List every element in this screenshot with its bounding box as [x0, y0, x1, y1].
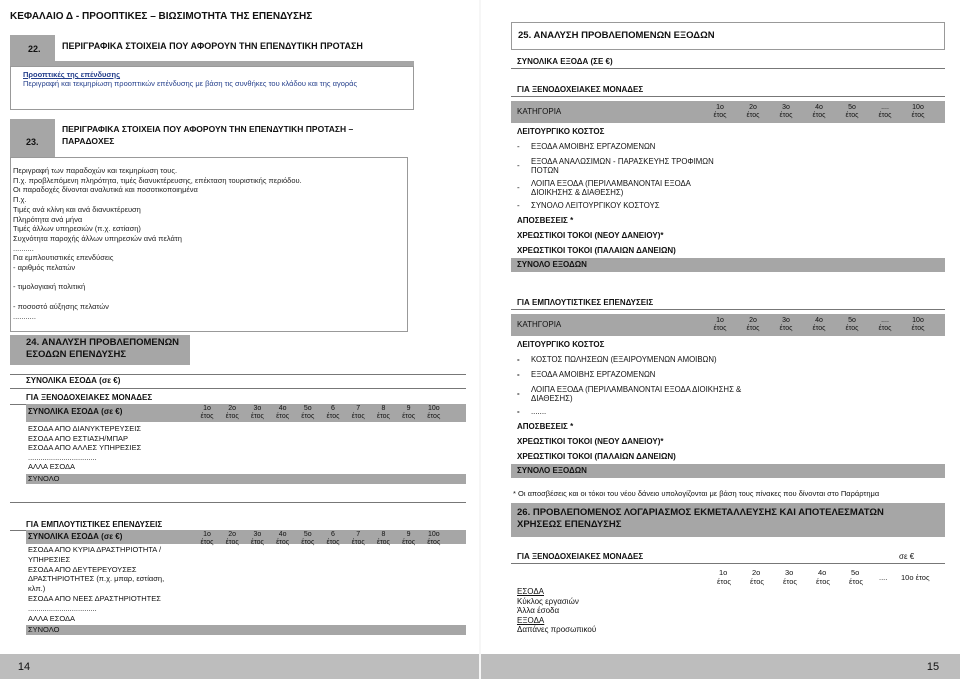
year-number: 9	[406, 531, 411, 538]
s26-currency: σε €	[899, 552, 915, 561]
s25-rule-3	[511, 309, 945, 310]
year-word: έτος	[351, 539, 365, 546]
year-word: έτος	[878, 325, 892, 332]
s24-rule-3	[10, 502, 466, 503]
s25-total-label: ΣΥΝΟΛΙΚΑ ΕΞΟΔΑ (ΣΕ €)	[517, 57, 613, 66]
s23-line: Πληρότητα ανά μήνα	[13, 214, 83, 224]
s23-title-2: ΠΑΡΑΔΟΧΕΣ	[62, 136, 115, 146]
year-header	[272, 405, 294, 421]
expense-row: ΕΞΟΔΑ ΑΝΑΛΩΣΙΜΩΝ - ΠΑΡΑΣΚΕΥΗΣ ΤΡΟΦΙΜΩΝ	[531, 157, 714, 166]
year-word: έτος	[878, 112, 892, 119]
year-dots: ....	[879, 573, 888, 582]
year-number: 6	[331, 531, 335, 538]
interest-new: ΧΡΕΩΣΤΙΚΟΙ ΤΟΚΟΙ (ΝΕΟΥ ΔΑΝΕΙΟΥ)*	[517, 231, 664, 240]
expense-row: ΛΟΙΠΑ ΕΞΟΔΑ (ΠΕΡΙΛΑΜΒΑΝΟΝΤΑΙ ΕΞΟΔΑ	[531, 179, 691, 188]
statement-row: Άλλα έσοδα	[517, 606, 560, 615]
year-word: έτος	[402, 413, 416, 420]
year-header	[423, 531, 445, 547]
year-header	[221, 531, 243, 547]
op-cost-label: ΛΕΙΤΟΥΡΓΙΚΟ ΚΟΣΤΟΣ	[517, 127, 605, 136]
left-page	[0, 0, 479, 679]
interest-new: ΧΡΕΩΣΤΙΚΟΙ ΤΟΚΟΙ (ΝΕΟΥ ΔΑΝΕΙΟΥ)*	[517, 437, 664, 446]
year-number: 5ο	[303, 405, 312, 412]
depreciation: ΑΠΟΣΒΕΣΕΙΣ *	[517, 216, 574, 225]
year-number: 4ο	[818, 568, 827, 577]
year-number: 10ο	[912, 317, 924, 324]
year-word: έτος	[402, 539, 416, 546]
income-row: ΕΣΟΔΑ ΑΠΟ ΕΣΤΙΑΣΗ/ΜΠΑΡ	[28, 433, 129, 443]
year-word: έτος	[225, 539, 239, 546]
year-number: 3ο	[785, 568, 794, 577]
s24-title-2: ΕΣΟΔΩΝ ΕΠΕΝΔΥΣΗΣ	[26, 349, 127, 360]
s23-line: Περιγραφή των παραδοχών και τεκμηρίωση τους.	[13, 166, 178, 175]
row-dash: -	[517, 161, 520, 170]
year-number: ....	[881, 104, 889, 111]
expense-row-cont: ΠΟΤΩΝ	[531, 166, 559, 175]
year-number: 10ο	[427, 405, 440, 412]
s24-enrich-label: ΓΙΑ ΕΜΠΛΟΥΤΙΣΤΙΚΕΣ ΕΠΕΝΔΥΣΕΙΣ	[26, 520, 163, 529]
year-word: έτος	[713, 112, 727, 119]
income-row: .................................	[28, 603, 97, 613]
year-word: έτος	[746, 112, 760, 119]
statement-row: Δαπάνες προσωπικού	[517, 625, 597, 634]
s25-rule-1	[511, 68, 945, 69]
statement-row: Κύκλος εργασιών	[517, 596, 579, 606]
expense-row: ΣΥΝΟΛΟ ΛΕΙΤΟΥΡΓΙΚΟΥ ΚΟΣΤΟΥΣ	[531, 201, 660, 210]
year-word: έτος	[845, 112, 859, 119]
year-header	[272, 531, 294, 547]
s23-line: Π.χ.	[13, 195, 27, 205]
s26-rule	[511, 563, 945, 564]
year-number: 1ο	[203, 405, 211, 412]
year-number: 2ο	[228, 405, 237, 412]
year-word: έτος	[301, 413, 315, 420]
income-row: κλπ.)	[28, 584, 46, 594]
row-dash: -	[517, 389, 520, 398]
interest-old: ΧΡΕΩΣΤΙΚΟΙ ΤΟΚΟΙ (ΠΑΛΑΙΩΝ ΔΑΝΕΙΩΝ)	[517, 452, 676, 461]
s23-line: - ποσοστό αύξησης πελατών	[13, 301, 109, 311]
income-row: ΕΣΟΔΑ ΑΠΟ ΑΛΛΕΣ ΥΠΗΡΕΣΙΕΣ	[28, 443, 142, 453]
year-number: 4ο	[278, 531, 287, 538]
expense-row: .......	[531, 407, 547, 416]
year-word: έτος	[326, 413, 340, 420]
s24-rule-1	[10, 388, 466, 389]
year-word: έτος	[713, 325, 727, 332]
year-header	[297, 531, 319, 547]
year-word: έτος	[351, 413, 365, 420]
row-dash: -	[517, 407, 520, 416]
year-header	[808, 104, 830, 120]
year-number: 8	[381, 405, 386, 412]
year-number: 4ο	[815, 317, 823, 324]
year-header	[423, 405, 445, 421]
right-footer-bar	[481, 654, 960, 679]
year-word: έτος	[200, 539, 214, 546]
s22-subtitle: Προοπτικές της επένδυσης	[23, 70, 121, 79]
left-footer-bar	[0, 654, 479, 679]
year-number: 4ο	[815, 104, 823, 111]
expense-total: ΣΥΝΟΛΟ ΕΞΟΔΩΝ	[517, 466, 587, 475]
income-row: ΑΛΛΑ ΕΣΟΔΑ	[28, 613, 76, 623]
year-header	[372, 405, 394, 421]
income-total: ΣΥΝΟΛΟ	[28, 625, 60, 635]
depreciation: ΑΠΟΣΒΕΣΕΙΣ *	[517, 422, 574, 431]
total-row-bar	[26, 474, 466, 484]
year-number: 3ο	[253, 405, 262, 412]
s23-line: Τιμές άλλων υπηρεσιών (π.χ. εστίαση)	[13, 224, 141, 234]
year-header	[372, 531, 394, 547]
year-header	[347, 405, 369, 421]
row-dash: -	[517, 142, 520, 151]
year-header	[246, 531, 268, 547]
expense-row: ΚΟΣΤΟΣ ΠΩΛΗΣΕΩΝ (ΕΞΑΙΡΟΥΜΕΝΩΝ ΑΜΟΙΒΩΝ)	[531, 355, 717, 364]
year-word: έτος	[750, 577, 764, 586]
s22-title: ΠΕΡΙΓΡΑΦΙΚΑ ΣΤΟΙΧΕΙΑ ΠΟΥ ΑΦΟΡΟΥΝ ΤΗΝ ΕΠΕΝΔΥΤΙΚΗ ΠΡΟΤΑΣΗ	[62, 41, 363, 51]
year-word: έτος	[911, 325, 925, 332]
year-number: 4ο	[278, 405, 287, 412]
page-number-right: 15	[926, 661, 940, 673]
total-row-bar	[26, 625, 466, 635]
year-word: έτος	[717, 577, 731, 586]
year-number: 3ο	[782, 317, 790, 324]
s23-line: ..........	[13, 243, 34, 253]
year-number: 10ο	[427, 531, 440, 538]
expense-row-cont: ΔΙΟΙΚΗΣΗΣ & ΔΙΑΘΕΣΗΣ)	[531, 188, 624, 197]
year-header	[841, 317, 863, 333]
page-number-left: 14	[17, 661, 31, 673]
year-word: έτος	[783, 577, 797, 586]
s23-line: Π.χ. προβλεπόμενη πληρότητα, τιμές διανυκτέρευσης, επέκταση τουριστικής περιόδου.	[13, 175, 302, 185]
expense-row: ΕΞΟΔΑ ΑΜΟΙΒΗΣ ΕΡΓΑΖΟΜΕΝΩΝ	[531, 370, 656, 379]
year-header	[398, 405, 420, 421]
year-header	[246, 405, 268, 421]
s24-total-label: ΣΥΝΟΛΙΚΑ ΕΣΟΔΑ (σε €)	[26, 376, 121, 385]
s23-number: 23.	[26, 137, 39, 147]
year-number: ....	[881, 317, 889, 324]
year-header	[709, 317, 731, 333]
year-header	[297, 405, 319, 421]
year-header	[775, 317, 797, 333]
year-word: έτος	[225, 413, 239, 420]
s26-hotel-label: ΓΙΑ ΞΕΝΟΔΟΧΕΙΑΚΕΣ ΜΟΝΑΔΕΣ	[517, 552, 644, 561]
s23-line: - τιμολογιακή πολιτική	[13, 282, 86, 292]
expense-total: ΣΥΝΟΛΟ ΕΞΟΔΩΝ	[517, 260, 587, 269]
year-header	[775, 104, 797, 120]
year-header	[398, 531, 420, 547]
year-number: 5ο	[848, 317, 856, 324]
s23-line: - αριθμός πελατών	[13, 263, 76, 272]
year-word: έτος	[250, 539, 264, 546]
year-word: έτος	[376, 413, 390, 420]
s25-enrich-category: ΚΑΤΗΓΟΡΙΑ	[517, 320, 562, 329]
year-number: 5ο	[848, 104, 856, 111]
year-number: 3ο	[782, 104, 790, 111]
row-dash: -	[517, 355, 520, 364]
s24-hotel-label: ΓΙΑ ΞΕΝΟΔΟΧΕΙΑΚΕΣ ΜΟΝΑΔΕΣ	[26, 393, 153, 402]
s23-line: Τιμές ανά κλίνη και ανά διανυκτέρευση	[13, 204, 141, 214]
income-row: .................................	[28, 452, 97, 462]
year-word: έτος	[276, 539, 290, 546]
statement-row: ΕΞΟΔΑ	[517, 615, 545, 625]
year-header	[841, 104, 863, 120]
row-dash: -	[517, 183, 520, 192]
year-number: 2ο	[749, 104, 757, 111]
s23-line: Συχνότητα παροχής άλλων υπηρεσιών ανά πελάτη	[13, 233, 182, 243]
s24-title-1: 24. ΑΝΑΛΥΣΗ ΠΡΟΒΛΕΠΟΜΕΝΩΝ	[26, 337, 180, 348]
year-word: έτος	[301, 539, 315, 546]
year-word: έτος	[849, 577, 863, 586]
year-number: 5ο	[303, 531, 312, 538]
year-header	[907, 317, 929, 333]
year-word: έτος	[427, 539, 441, 546]
year-last: 10ο έτος	[901, 573, 930, 582]
year-header	[221, 405, 243, 421]
s25-enrich-label: ΓΙΑ ΕΜΠΛΟΥΤΙΣΤΙΚΕΣ ΕΠΕΝΔΥΣΕΙΣ	[517, 298, 654, 307]
s26-title-2: ΧΡΗΣΕΩΣ ΕΠΕΝΔΥΣΗΣ	[517, 519, 622, 530]
year-word: έτος	[427, 413, 441, 420]
year-number: 10ο	[912, 104, 924, 111]
year-word: έτος	[779, 112, 793, 119]
year-header	[742, 317, 764, 333]
year-number: 7	[356, 405, 361, 412]
year-word: έτος	[779, 325, 793, 332]
s25-title: 25. ΑΝΑΛΥΣΗ ΠΡΟΒΛΕΠΟΜΕΝΩΝ ΕΞΟΔΩΝ	[518, 30, 715, 41]
s23-box	[10, 157, 408, 332]
expense-row-cont: ΔΙΑΘΕΣΗΣ)	[531, 394, 573, 403]
s24-hotel-table-label: ΣΥΝΟΛΙΚΑ ΕΣΟΔΑ (σε €)	[28, 407, 123, 416]
year-header	[742, 104, 764, 120]
row-dash: -	[517, 370, 520, 379]
s25-hotel-category: ΚΑΤΗΓΟΡΙΑ	[517, 107, 562, 116]
year-number: 7	[356, 531, 361, 538]
s24-enrich-table-label: ΣΥΝΟΛΙΚΑ ΕΣΟΔΑ (σε €)	[28, 532, 123, 541]
year-header	[874, 317, 896, 333]
right-page	[481, 0, 960, 679]
income-row: ΔΡΑΣΤΗΡΙΟΤΗΤΕΣ (π.χ. μπαρ, εστίαση,	[28, 574, 165, 584]
year-word: έτος	[326, 539, 340, 546]
year-word: έτος	[746, 325, 760, 332]
year-header	[347, 531, 369, 547]
s23-line: ...........	[13, 311, 36, 321]
year-header	[196, 531, 218, 547]
year-header	[907, 104, 929, 120]
year-number: 2ο	[228, 531, 237, 538]
year-number: 2ο	[749, 317, 757, 324]
s24-underline	[10, 365, 466, 375]
year-number: 1ο	[716, 104, 724, 111]
year-header	[808, 317, 830, 333]
s25-title-box	[511, 22, 945, 50]
s23-line: Για εμπλουτιστικές επενδύσεις	[13, 253, 114, 263]
year-number: 1ο	[716, 317, 724, 324]
year-word: έτος	[845, 325, 859, 332]
year-word: έτος	[812, 325, 826, 332]
s26-title-1: 26. ΠΡΟΒΛΕΠΟΜΕΝΟΣ ΛΟΓΑΡΙΑΣΜΟΣ ΕΚΜΕΤΑΛΛΕΥΣΗΣ ΚΑΙ ΑΠΟΤΕΛΕΣΜΑΤΩΝ	[517, 507, 884, 518]
year-word: έτος	[200, 413, 214, 420]
year-number: 3ο	[253, 531, 262, 538]
s25-hotel-label: ΓΙΑ ΞΕΝΟΔΟΧΕΙΑΚΕΣ ΜΟΝΑΔΕΣ	[517, 85, 644, 94]
expense-row: ΛΟΙΠΑ ΕΞΟΔΑ (ΠΕΡΙΛΑΜΒΑΝΟΝΤΑΙ ΕΞΟΔΑ ΔΙΟΙΚΗΣΗΣ &	[531, 385, 742, 394]
income-row: ΕΣΟΔΑ ΑΠΟ ΔΕΥΤΕΡΕΥΟΥΣΕΣ	[28, 564, 137, 574]
s25-footnote: * Οι αποσβέσεις και οι τόκοι του νέου δάνειο υπολογίζονται με βάση τους πίνακες που δίνονται στο Παράρτημα	[513, 489, 880, 498]
year-word: έτος	[812, 112, 826, 119]
year-header	[709, 104, 731, 120]
income-row: ΑΛΛΑ ΕΣΟΔΑ	[28, 462, 76, 472]
s25-rule-2	[511, 96, 945, 97]
s22-description: Περιγραφή και τεκμηρίωση προοπτικών επένδυσης με βάση τις συνθήκες του κλάδου και της αγοράς	[23, 79, 358, 88]
chapter-title: ΚΕΦΑΛΑΙΟ Δ - ΠΡΟΟΠΤΙΚΕΣ – ΒΙΩΣΙΜΟΤΗΤΑ ΤΗΣ ΕΠΕΝΔΥΣΗΣ	[10, 11, 313, 22]
year-word: έτος	[911, 112, 925, 119]
statement-row: ΕΣΟΔΑ	[517, 587, 545, 596]
s22-number: 22.	[28, 44, 41, 54]
op-cost-label: ΛΕΙΤΟΥΡΓΙΚΟ ΚΟΣΤΟΣ	[517, 340, 605, 349]
income-row: ΥΠΗΡΕΣΙΕΣ	[28, 554, 71, 564]
year-number: 5ο	[851, 568, 860, 577]
year-header	[874, 104, 896, 120]
interest-old: ΧΡΕΩΣΤΙΚΟΙ ΤΟΚΟΙ (ΠΑΛΑΙΩΝ ΔΑΝΕΙΩΝ)	[517, 246, 676, 255]
year-number: 6	[331, 405, 335, 412]
s23-line: Οι παραδοχές δίνονται αναλυτικά και ποσοτικοποιημένα	[13, 185, 198, 195]
year-header	[196, 405, 218, 421]
year-number: 1ο	[719, 568, 728, 577]
income-row: ΕΣΟΔΑ ΑΠΟ ΝΕΕΣ ΔΡΑΣΤΗΡΙΟΤΗΤΕΣ	[28, 594, 161, 603]
row-dash: -	[517, 201, 520, 210]
year-number: 2ο	[752, 568, 761, 577]
year-word: έτος	[816, 577, 830, 586]
year-word: έτος	[250, 413, 264, 420]
s23-title-1: ΠΕΡΙΓΡΑΦΙΚΑ ΣΤΟΙΧΕΙΑ ΠΟΥ ΑΦΟΡΟΥΝ ΤΗΝ ΕΠΕΝΔΥΤΙΚΗ ΠΡΟΤΑΣΗ –	[62, 124, 354, 134]
year-word: έτος	[376, 539, 390, 546]
income-total: ΣΥΝΟΛΟ	[28, 474, 60, 483]
year-header	[322, 531, 344, 547]
s22-box	[10, 66, 414, 110]
year-header	[322, 405, 344, 421]
year-number: 9	[406, 405, 411, 412]
income-row: ΕΣΟΔΑ ΑΠΟ ΚΥΡΙΑ ΔΡΑΣΤΗΡΙΟΤΗΤΑ /	[28, 545, 162, 554]
income-row: ΕΣΟΔΑ ΑΠΟ ΔΙΑΝΥΚΤΕΡΕΥΣΕΙΣ	[28, 424, 141, 433]
year-number: 8	[381, 531, 386, 538]
year-word: έτος	[276, 413, 290, 420]
year-number: 1ο	[203, 531, 211, 538]
expense-row: ΕΞΟΔΑ ΑΜΟΙΒΗΣ ΕΡΓΑΖΟΜΕΝΩΝ	[531, 142, 656, 151]
